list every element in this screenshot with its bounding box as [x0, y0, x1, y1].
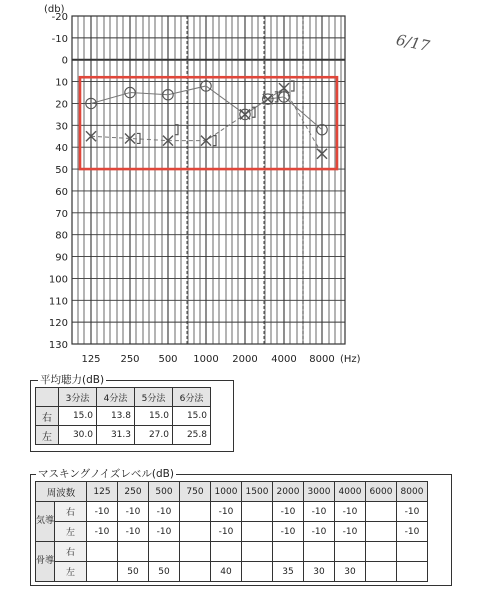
- masking-cell: -10: [397, 522, 428, 542]
- x-tick-label: 125: [81, 354, 101, 365]
- masking-cell: -10: [118, 522, 149, 542]
- y-tick-label: 0: [61, 55, 68, 67]
- y-tick-label: 110: [48, 296, 68, 308]
- masking-cell: 40: [211, 562, 242, 582]
- masking-side: 右: [55, 542, 87, 562]
- masking-freq: 6000: [366, 482, 397, 502]
- masking-freq: 8000: [397, 482, 428, 502]
- y-tick-label: 10: [55, 77, 68, 89]
- masking-cell: -10: [273, 502, 304, 522]
- masking-side: 右: [55, 502, 87, 522]
- plot-area: [72, 16, 345, 344]
- masking-side: 左: [55, 522, 87, 542]
- masking-cell: 50: [118, 562, 149, 582]
- masking-cell: [180, 562, 211, 582]
- masking-freq-label: 周波数: [36, 482, 87, 502]
- avg-value: 15.0: [173, 407, 211, 426]
- masking-cell: -10: [335, 502, 366, 522]
- y-tick-label: -10: [51, 33, 68, 45]
- y-tick-label: 40: [55, 143, 68, 155]
- masking-title: マスキングノイズレベル(dB): [38, 468, 174, 480]
- y-tick-label: 120: [48, 318, 68, 330]
- masking-cell: [304, 542, 335, 562]
- masking-cell: [366, 562, 397, 582]
- x-tick-label: 2000: [232, 354, 258, 365]
- x-tick-label: 1000: [193, 354, 219, 365]
- y-tick-label: 20: [55, 99, 68, 111]
- y-tick-label: 60: [55, 186, 68, 198]
- masking-cell: [366, 522, 397, 542]
- masking-cell: [180, 502, 211, 522]
- avg-value: 13.8: [97, 407, 135, 426]
- masking-freq: 4000: [335, 482, 366, 502]
- masking-cell: [118, 542, 149, 562]
- avg-header: 4分法: [97, 388, 135, 407]
- masking-cell: -10: [397, 502, 428, 522]
- masking-cell: [397, 542, 428, 562]
- masking-table: [35, 481, 428, 582]
- average-hearing-table: [35, 387, 211, 445]
- y-tick-label: 90: [55, 252, 68, 264]
- average-hearing-title: 平均聴力(dB): [40, 374, 105, 386]
- handwritten-date-note: 6/17: [394, 30, 432, 56]
- y-axis-label: (db): [44, 4, 65, 15]
- masking-freq: 1000: [211, 482, 242, 502]
- x-tick-label: 250: [120, 354, 140, 365]
- masking-cell: -10: [87, 502, 118, 522]
- masking-cell: [366, 502, 397, 522]
- masking-cell: [242, 562, 273, 582]
- y-tick-label: 130: [48, 340, 68, 351]
- masking-cell: [242, 502, 273, 522]
- masking-cell: [273, 542, 304, 562]
- masking-freq: 125: [87, 482, 118, 502]
- masking-cell: [149, 542, 180, 562]
- masking-freq: 750: [180, 482, 211, 502]
- masking-cell: -10: [304, 522, 335, 542]
- y-tick-label: 30: [55, 121, 68, 133]
- avg-header: 6分法: [173, 388, 211, 407]
- y-tick-label: -20: [51, 12, 68, 23]
- masking-cell: -10: [335, 522, 366, 542]
- x-tick-label: 500: [158, 354, 178, 365]
- y-tick-label: 50: [55, 165, 68, 177]
- avg-side-left: 左: [36, 426, 59, 445]
- masking-freq: 250: [118, 482, 149, 502]
- avg-header: 5分法: [135, 388, 173, 407]
- masking-cell: [335, 542, 366, 562]
- x-axis-label: (Hz): [340, 354, 361, 365]
- masking-cell: [366, 542, 397, 562]
- masking-cell: [180, 542, 211, 562]
- masking-cell: [211, 542, 242, 562]
- masking-cell: -10: [149, 522, 180, 542]
- avg-side-right: 右: [36, 407, 59, 426]
- avg-header: 3分法: [59, 388, 97, 407]
- masking-side: 左: [55, 562, 87, 582]
- masking-cell: -10: [304, 502, 335, 522]
- avg-value: 31.3: [97, 426, 135, 445]
- masking-cell: -10: [211, 522, 242, 542]
- masking-group-bone: 骨導: [36, 542, 55, 582]
- masking-cell: -10: [118, 502, 149, 522]
- x-tick-label: 4000: [271, 354, 297, 365]
- masking-cell: -10: [87, 522, 118, 542]
- masking-cell: [87, 542, 118, 562]
- avg-value: 15.0: [135, 407, 173, 426]
- masking-cell: 50: [149, 562, 180, 582]
- masking-freq: 3000: [304, 482, 335, 502]
- masking-cell: [242, 522, 273, 542]
- masking-freq: 2000: [273, 482, 304, 502]
- x-tick-label: 8000: [309, 354, 335, 365]
- masking-cell: 35: [273, 562, 304, 582]
- avg-value: 25.8: [173, 426, 211, 445]
- masking-freq: 500: [149, 482, 180, 502]
- masking-freq: 1500: [242, 482, 273, 502]
- masking-group-air: 気導: [36, 502, 55, 542]
- masking-cell: -10: [273, 522, 304, 542]
- y-tick-label: 80: [55, 230, 68, 242]
- avg-value: 15.0: [59, 407, 97, 426]
- avg-value: 27.0: [135, 426, 173, 445]
- masking-cell: [242, 542, 273, 562]
- masking-cell: -10: [149, 502, 180, 522]
- masking-cell: [180, 522, 211, 542]
- masking-cell: [87, 562, 118, 582]
- masking-cell: 30: [335, 562, 366, 582]
- y-tick-label: 70: [55, 208, 68, 220]
- masking-cell: -10: [211, 502, 242, 522]
- y-tick-label: 100: [48, 274, 68, 286]
- masking-cell: 30: [304, 562, 335, 582]
- corner-cell: [36, 388, 59, 407]
- avg-value: 30.0: [59, 426, 97, 445]
- masking-cell: [397, 562, 428, 582]
